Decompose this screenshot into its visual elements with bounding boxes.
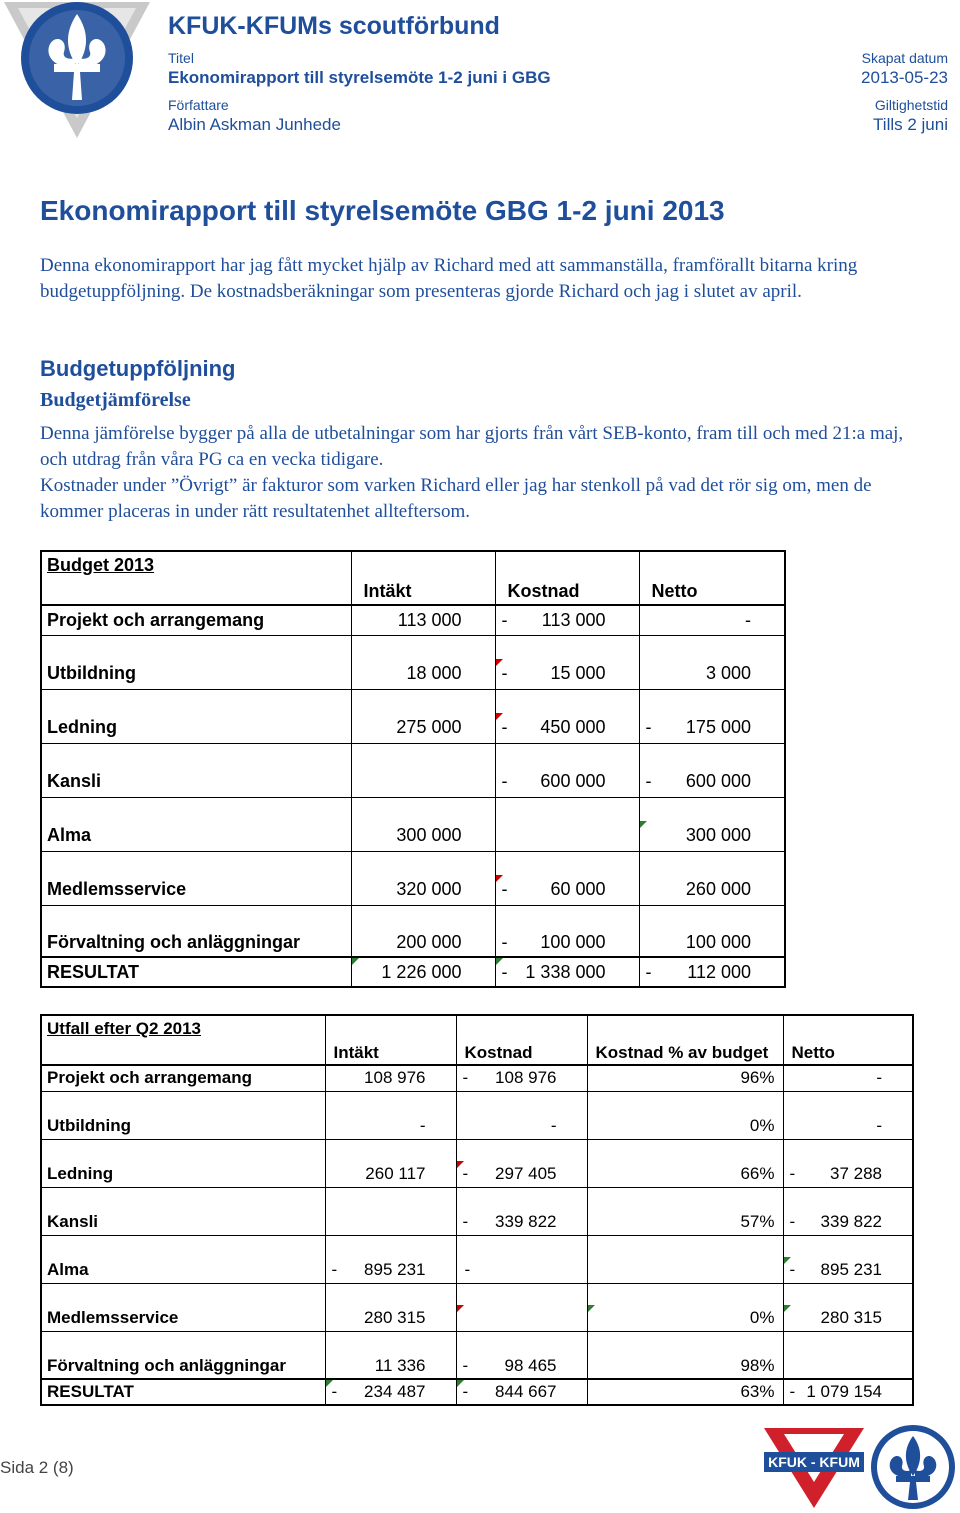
budget-header-income: Intäkt: [351, 579, 495, 605]
scout-emblem-logo: [4, 0, 150, 140]
percent-cell: 96%: [587, 1065, 783, 1091]
net-cell: 300 000: [685, 825, 751, 846]
percent-cell: 98%: [587, 1353, 783, 1379]
comment-marker: [783, 1305, 791, 1313]
table-row: [41, 1305, 913, 1331]
cost-cell: 339 822: [495, 1211, 557, 1231]
net-cell: 600 000: [685, 771, 751, 792]
net-cell: 339 822: [820, 1211, 882, 1231]
table-row: Medlemsservice 320 000 - 60 000 260 000: [41, 875, 785, 905]
income-cell: 275 000: [351, 713, 495, 743]
table-row: Kansli - 600 000 - 600 000: [41, 767, 785, 797]
table-row: Ledning 275 000 - 450 000 - 175 000: [41, 713, 785, 743]
table-row: [41, 821, 785, 851]
outcome-header-income: Intäkt: [325, 1041, 456, 1065]
net-cell: 112 000: [687, 961, 751, 982]
budget-header-cost: Kostnad: [495, 579, 639, 605]
net-cell: 895 231: [820, 1259, 882, 1279]
table-row: Projekt och arrangemang 108 976 - 108 976 96% -: [41, 1065, 913, 1091]
income-cell: [325, 1209, 456, 1235]
subsection-heading: Budgetjämförelse: [40, 389, 191, 411]
table-row: Projekt och arrangemang 113 000 - 113 000 -: [41, 605, 785, 635]
cost-cell: 60 000: [550, 879, 606, 900]
percent-cell: 57%: [587, 1209, 783, 1235]
income-cell: 280 315: [325, 1305, 456, 1331]
income-cell: 300 000: [351, 821, 495, 851]
total-row: RESULTAT 1 226 000 - 1 338 000 - 112 000: [41, 957, 785, 987]
row-label: RESULTAT: [41, 1379, 325, 1405]
net-cell: 37 288: [830, 1163, 882, 1183]
percent-cell: 0%: [749, 1307, 775, 1327]
row-label: Förvaltning och anläggningar: [47, 1355, 286, 1375]
income-cell: 895 231: [364, 1259, 426, 1279]
author-value: Albin Askman Junhede: [168, 115, 341, 134]
row-label: RESULTAT: [41, 957, 351, 987]
cost-cell: 98 465: [504, 1355, 557, 1375]
outcome-table-title: Utfall efter Q2 2013: [47, 1018, 202, 1038]
income-cell: 1 226 000: [381, 961, 462, 982]
outcome-header-cost: Kostnad: [456, 1041, 587, 1065]
income-cell: -: [325, 1113, 456, 1139]
net-cell: 280 315: [820, 1307, 882, 1327]
validity-value: Tills 2 juni: [873, 115, 948, 134]
kfuk-kfum-logo-text: KFUK - KFUM: [768, 1454, 860, 1470]
cost-cell: -: [456, 1113, 587, 1139]
kfuk-kfum-logo: [762, 1426, 866, 1510]
validity-label: Giltighetstid: [874, 97, 948, 113]
income-cell: 320 000: [351, 875, 495, 905]
author-label: Författare: [168, 97, 229, 113]
scout-trefoil-logo: [870, 1424, 956, 1510]
cost-cell: 113 000: [541, 609, 606, 630]
cost-cell: 108 976: [495, 1068, 557, 1088]
row-label: Utbildning: [47, 1115, 132, 1135]
net-cell: -: [639, 605, 785, 635]
row-label: Ledning: [47, 1163, 114, 1183]
net-cell: 260 000: [639, 875, 785, 905]
cost-cell: 1 338 000: [525, 961, 606, 982]
cost-cell: 100 000: [540, 932, 606, 952]
row-label: Kansli: [47, 771, 102, 792]
row-label: Förvaltning och anläggningar: [47, 932, 301, 952]
cost-cell: 297 405: [495, 1163, 557, 1183]
income-cell: 108 976: [325, 1065, 456, 1091]
title-label: Titel: [168, 50, 194, 66]
percent-cell: 66%: [587, 1161, 783, 1187]
table-row: [41, 1113, 913, 1139]
cost-cell: [495, 821, 639, 851]
income-cell: 234 487: [364, 1382, 426, 1401]
outcome-table: [40, 1014, 914, 1406]
page-number: Sida 2 (8): [0, 1458, 74, 1477]
table-row: Utbildning 18 000 - 15 000 3 000: [41, 659, 785, 689]
budget-table-title: Budget 2013: [47, 555, 155, 575]
comment-marker: [456, 1305, 464, 1313]
row-label: Medlemsservice: [47, 879, 187, 900]
net-cell: -: [783, 1065, 913, 1091]
other-costs-paragraph: Kostnader under ”Övrigt” är fakturor som varken Richard eller jag har stenkoll på vad det rör sig om, men de kommer placeras in under rätt resultatenhet allteftersom.: [40, 475, 872, 522]
organization-name: KFUK-KFUMs scoutförbund: [168, 12, 500, 40]
section-heading: Budgetuppföljning: [40, 356, 236, 381]
total-row: RESULTAT - 234 487 - 844 667 63% - 1 079 154: [41, 1379, 913, 1405]
cost-cell: 844 667: [495, 1382, 557, 1401]
table-row: Kansli - 339 822 57% - 339 822: [41, 1209, 913, 1235]
comment-marker: [351, 958, 359, 966]
table-row: Alma - 895 231 - - 895 231: [41, 1257, 913, 1283]
cost-cell: -: [456, 1257, 587, 1283]
title-value: Ekonomirapport till styrelsemöte 1-2 juni i GBG: [168, 68, 551, 87]
row-label: Medlemsservice: [47, 1307, 179, 1327]
row-label: Ledning: [47, 717, 117, 738]
percent-cell: 0%: [587, 1113, 783, 1139]
created-date-label: Skapat datum: [861, 50, 948, 66]
income-cell: 11 336: [325, 1353, 456, 1379]
net-cell: 1 079 154: [806, 1382, 882, 1401]
cost-cell: 450 000: [540, 717, 606, 738]
net-cell: -: [783, 1113, 913, 1139]
net-cell: 175 000: [685, 717, 751, 738]
percent-cell: [587, 1257, 783, 1283]
net-cell: 100 000: [639, 929, 785, 957]
outcome-header-net: Netto: [783, 1041, 913, 1065]
cost-cell: 15 000: [550, 663, 606, 684]
row-label: Utbildning: [47, 663, 136, 684]
income-cell: [351, 767, 495, 797]
row-label: Alma: [47, 825, 92, 846]
net-cell: 3 000: [639, 659, 785, 689]
row-label: Projekt och arrangemang: [41, 605, 351, 635]
budget-table: [40, 550, 786, 988]
comparison-paragraph: Denna jämförelse bygger på alla de utbetalningar som har gjorts från vårt SEB-konto, fram till och med 21:a maj, och utdrag från våra PG ca en vecka tidigare.: [40, 423, 904, 470]
row-label: Projekt och arrangemang: [41, 1065, 325, 1091]
income-cell: 200 000: [351, 929, 495, 957]
intro-paragraph: Denna ekonomirapport har jag fått mycket hjälp av Richard med att sammanställa, framförallt bitarna kring budgetuppföljning. De kostnadsberäkningar som presenteras gjorde Richard och jag i slutet av april.: [40, 255, 858, 302]
income-cell: 113 000: [351, 605, 495, 635]
budget-header-net: Netto: [639, 579, 785, 605]
cost-cell: 600 000: [540, 771, 606, 792]
row-label: Kansli: [47, 1211, 99, 1231]
table-row: Förvaltning och anläggningar 11 336 - 98 465 98%: [41, 1353, 913, 1379]
table-row: Förvaltning och anläggningar 200 000 - 100 000 100 000: [41, 929, 785, 957]
created-date-value: 2013-05-23: [861, 68, 948, 87]
net-cell: [783, 1353, 913, 1379]
table-row: Ledning 260 117 - 297 405 66% - 37 288: [41, 1161, 913, 1187]
document-heading: Ekonomirapport till styrelsemöte GBG 1-2 juni 2013: [40, 195, 725, 226]
percent-cell: 63%: [587, 1379, 783, 1405]
comment-marker: [587, 1305, 595, 1313]
comment-marker: [639, 821, 647, 829]
outcome-header-cost-percent: Kostnad % av budget: [587, 1041, 783, 1065]
row-label: Alma: [47, 1259, 89, 1279]
income-cell: 18 000: [351, 659, 495, 689]
income-cell: 260 117: [325, 1161, 456, 1187]
